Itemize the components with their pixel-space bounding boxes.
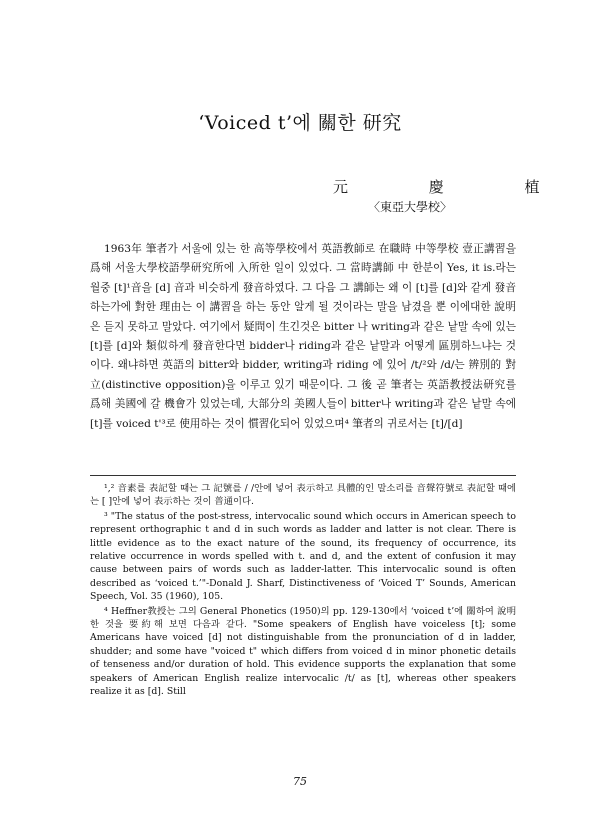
author-name: 元 慶 植 [333, 178, 578, 196]
paper-title: ‘Voiced t’에 關한 研究 [198, 112, 402, 134]
body-paragraph: 1963年 筆者가 서울에 있는 한 高等學校에서 英語教師로 在職時 中等學校 壹正講習을 爲해 서울大學校語學研究所에 入所한 일이 있었다. 그 當時講師 中 한분이 Yes, it is.라는 월중 [t]¹音을 [d] 音과 비슷하게 發音하였다. 그 다음 그 講師는 왜 이 [t]를 [d]와 같게 發音하는가에 對한 理由는 이 講習을 하는 동안 알게 될 것이라는 말을 남겼을 뿐 이에대한 說明은 듣지 못하고 말았다. 여기에서 疑問이 生긴것은 bitter 나 writing과 같은 낱말 속에 있는 [t]를 [d]와 類似하게 發音한다면 bidder나 riding과 같은 낱말과 어떻게 區別하느냐는 것이다. 왜냐하면 英語의 bitter와 bidder, writing과 riding 에 있어 /t/²와 /d/는 辨別的 對立(distinctive opposition)을 이루고 있기 때문이다. 그 後 곧 筆者는 英語教授法研究를 爲해 美國에 갈 機會가 있었는데, 大部分의 美國人들이 bitter나 writing과 같은 낱말 속에 [t]를 voiced t'³로 使用하는 것이 慣習化되어 있었으며⁴ 筆者의 귀로서는 [t]/[d] [90, 243, 516, 430]
footnote-3: ³ "The status of the post-stress, intervocalic sound which occurs in American speech to represent orthographic t and d in such words as ladder and latter is not clear. There is little evidence as to the exact nature of the sound, its frequency of occurrence, its relative occurrence in words spelled with t. and d, and the extent of confusion it may cause between pairs of words such as ladder-latter. This intervocalic sound is often described as ‘voiced t.’"-Donald J. Sharf, Distinctiveness of ‘Voiced T’ Sounds, American Speech, Vol. 35 (1960), 105. [90, 510, 516, 603]
footnotes [90, 482, 516, 700]
page-number: 75 [293, 775, 307, 788]
footnote-4: ⁴ Heffner教授는 그의 General Phonetics (1950)의 pp. 129-130에서 ‘voiced t’에 關하여 說明한 것을 要約해 보면 다음과 같다. "Some speakers of English have voiceless [t]; some Americans have voiced [d] not distinguishable from the pronunciation of d in ladder, shudder; and some have "voiced t" which differs from voiced d in minor phonetic details of tenseness and/or duration of hold. This evidence supports the explanation that some speakers of American English realize intervocalic /t/ as [t], whereas other speakers realize it as [d]. Still [90, 605, 516, 698]
footnote-divider [90, 475, 516, 476]
author-affiliation: 〈東亞大學校〉 [368, 200, 453, 214]
footnote-1-2: ¹,² 音素를 表記할 때는 그 記號를 / /안에 넣어 表示하고 具體的인 말소리를 音聲符號로 表記할 때에는 [ ]안에 넣어 表示하는 것이 普通이다. [90, 483, 516, 508]
body-text [90, 240, 516, 434]
